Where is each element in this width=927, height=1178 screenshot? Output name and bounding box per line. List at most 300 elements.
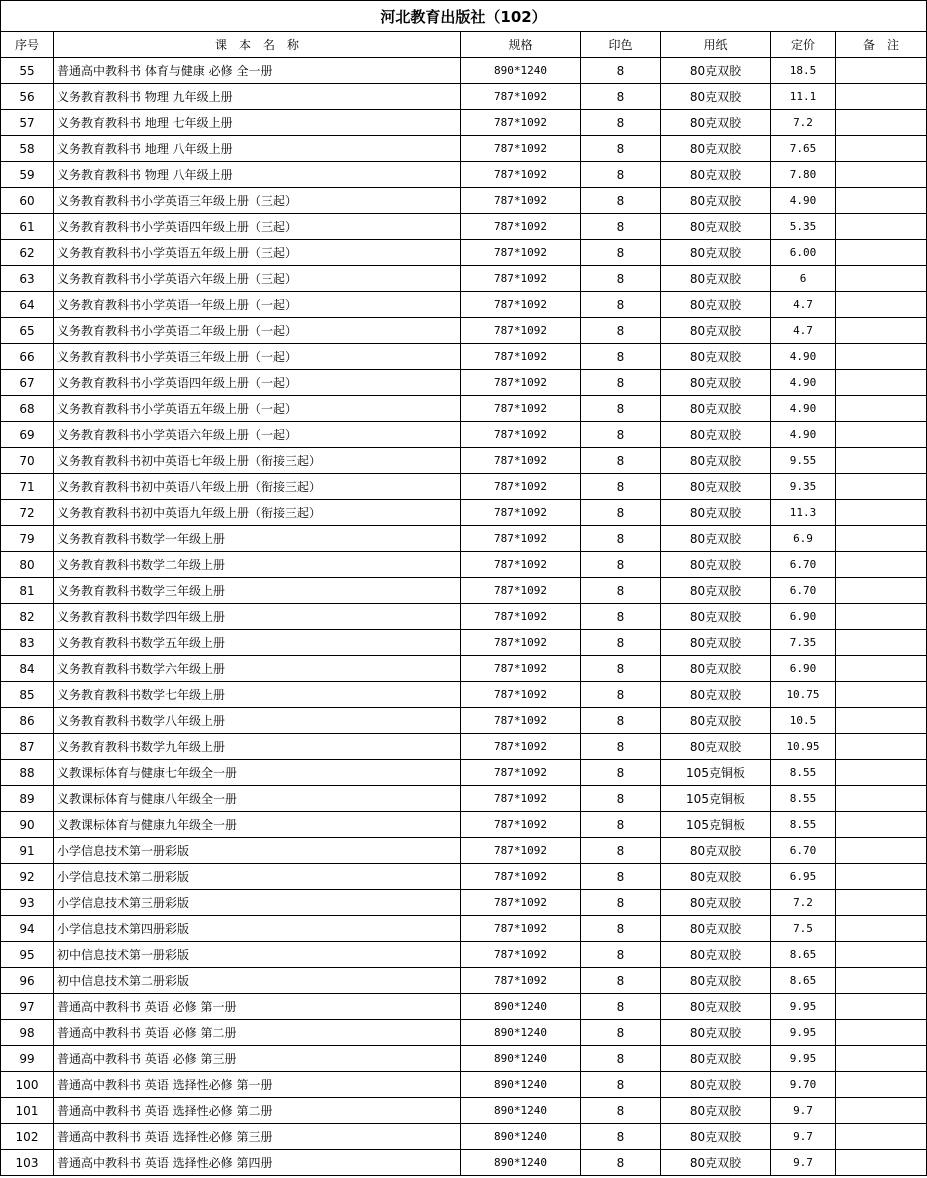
cell-price: 6.00: [771, 240, 836, 266]
cell-color: 8: [581, 162, 661, 188]
header-spec: 规格: [461, 32, 581, 58]
cell-note: [836, 708, 927, 734]
cell-price: 4.90: [771, 370, 836, 396]
cell-color: 8: [581, 838, 661, 864]
cell-color: 8: [581, 396, 661, 422]
header-note: 备 注: [836, 32, 927, 58]
cell-name: 义教课标体育与健康八年级全一册: [54, 786, 461, 812]
cell-note: [836, 396, 927, 422]
cell-paper: 80克双胶: [661, 682, 771, 708]
table-row: [1, 396, 927, 422]
cell-paper: 80克双胶: [661, 630, 771, 656]
cell-seq: 86: [1, 708, 54, 734]
cell-paper: 80克双胶: [661, 162, 771, 188]
cell-name: 义务教育教科书小学英语一年级上册（一起）: [54, 292, 461, 318]
cell-price: 7.65: [771, 136, 836, 162]
cell-price: 4.90: [771, 344, 836, 370]
cell-note: [836, 760, 927, 786]
cell-spec: 890*1240: [461, 1046, 581, 1072]
cell-name: 普通高中教科书 英语 必修 第一册: [54, 994, 461, 1020]
table-row: [1, 994, 927, 1020]
table-row: [1, 916, 927, 942]
cell-note: [836, 942, 927, 968]
cell-spec: 890*1240: [461, 58, 581, 84]
cell-seq: 97: [1, 994, 54, 1020]
cell-color: 8: [581, 708, 661, 734]
cell-note: [836, 266, 927, 292]
cell-name: 义务教育教科书初中英语八年级上册（衔接三起）: [54, 474, 461, 500]
cell-price: 9.95: [771, 994, 836, 1020]
cell-paper: 80克双胶: [661, 214, 771, 240]
cell-name: 普通高中教科书 英语 选择性必修 第一册: [54, 1072, 461, 1098]
cell-price: 6.70: [771, 838, 836, 864]
cell-price: 6.90: [771, 656, 836, 682]
cell-price: 9.35: [771, 474, 836, 500]
cell-seq: 62: [1, 240, 54, 266]
cell-paper: 80克双胶: [661, 734, 771, 760]
cell-seq: 92: [1, 864, 54, 890]
cell-note: [836, 1072, 927, 1098]
cell-color: 8: [581, 1150, 661, 1176]
cell-note: [836, 682, 927, 708]
cell-spec: 787*1092: [461, 448, 581, 474]
header-name: 课 本 名 称: [54, 32, 461, 58]
cell-spec: 787*1092: [461, 526, 581, 552]
cell-paper: 80克双胶: [661, 604, 771, 630]
cell-seq: 65: [1, 318, 54, 344]
cell-note: [836, 1046, 927, 1072]
cell-note: [836, 474, 927, 500]
table-row: [1, 604, 927, 630]
cell-note: [836, 344, 927, 370]
table-row: [1, 708, 927, 734]
cell-name: 普通高中教科书 英语 必修 第三册: [54, 1046, 461, 1072]
cell-seq: 60: [1, 188, 54, 214]
cell-price: 9.55: [771, 448, 836, 474]
cell-seq: 56: [1, 84, 54, 110]
cell-spec: 890*1240: [461, 1020, 581, 1046]
table-row: [1, 110, 927, 136]
cell-paper: 80克双胶: [661, 318, 771, 344]
cell-price: 9.70: [771, 1072, 836, 1098]
cell-note: [836, 968, 927, 994]
cell-name: 普通高中教科书 英语 选择性必修 第二册: [54, 1098, 461, 1124]
table-row: [1, 136, 927, 162]
cell-name: 义务教育教科书数学一年级上册: [54, 526, 461, 552]
cell-price: 4.90: [771, 396, 836, 422]
cell-name: 义务教育教科书小学英语五年级上册（三起）: [54, 240, 461, 266]
cell-price: 7.80: [771, 162, 836, 188]
cell-seq: 103: [1, 1150, 54, 1176]
cell-spec: 787*1092: [461, 890, 581, 916]
cell-color: 8: [581, 84, 661, 110]
cell-color: 8: [581, 214, 661, 240]
cell-note: [836, 890, 927, 916]
cell-seq: 89: [1, 786, 54, 812]
table-row: [1, 240, 927, 266]
cell-note: [836, 734, 927, 760]
cell-seq: 80: [1, 552, 54, 578]
cell-paper: 80克双胶: [661, 1072, 771, 1098]
cell-price: 6.95: [771, 864, 836, 890]
cell-note: [836, 370, 927, 396]
cell-paper: 80克双胶: [661, 84, 771, 110]
table-row: [1, 1098, 927, 1124]
table-row: [1, 214, 927, 240]
cell-color: 8: [581, 942, 661, 968]
cell-seq: 82: [1, 604, 54, 630]
cell-price: 6.70: [771, 578, 836, 604]
cell-price: 9.7: [771, 1098, 836, 1124]
cell-note: [836, 656, 927, 682]
cell-name: 义务教育教科书小学英语三年级上册（三起）: [54, 188, 461, 214]
cell-color: 8: [581, 760, 661, 786]
cell-color: 8: [581, 968, 661, 994]
cell-paper: 80克双胶: [661, 656, 771, 682]
cell-spec: 787*1092: [461, 396, 581, 422]
cell-seq: 96: [1, 968, 54, 994]
cell-note: [836, 838, 927, 864]
table-row: [1, 500, 927, 526]
cell-paper: 80克双胶: [661, 422, 771, 448]
cell-seq: 71: [1, 474, 54, 500]
cell-name: 义务教育教科书数学二年级上册: [54, 552, 461, 578]
cell-name: 义务教育教科书数学六年级上册: [54, 656, 461, 682]
cell-price: 8.65: [771, 942, 836, 968]
cell-name: 小学信息技术第二册彩版: [54, 864, 461, 890]
cell-seq: 94: [1, 916, 54, 942]
table-row: [1, 890, 927, 916]
cell-spec: 787*1092: [461, 500, 581, 526]
cell-spec: 787*1092: [461, 110, 581, 136]
table-row: [1, 370, 927, 396]
table-title: 河北教育出版社（102）: [1, 1, 927, 32]
cell-name: 义务教育教科书数学七年级上册: [54, 682, 461, 708]
cell-spec: 787*1092: [461, 240, 581, 266]
cell-spec: 787*1092: [461, 604, 581, 630]
cell-paper: 80克双胶: [661, 1150, 771, 1176]
cell-name: 初中信息技术第一册彩版: [54, 942, 461, 968]
cell-spec: 787*1092: [461, 162, 581, 188]
cell-color: 8: [581, 474, 661, 500]
table-row: [1, 656, 927, 682]
cell-spec: 787*1092: [461, 864, 581, 890]
header-color: 印色: [581, 32, 661, 58]
cell-seq: 102: [1, 1124, 54, 1150]
cell-name: 义务教育教科书 物理 八年级上册: [54, 162, 461, 188]
cell-color: 8: [581, 58, 661, 84]
cell-spec: 787*1092: [461, 942, 581, 968]
cell-color: 8: [581, 994, 661, 1020]
cell-price: 10.75: [771, 682, 836, 708]
cell-spec: 890*1240: [461, 994, 581, 1020]
cell-note: [836, 630, 927, 656]
cell-note: [836, 916, 927, 942]
table-row: [1, 266, 927, 292]
cell-color: 8: [581, 318, 661, 344]
cell-price: 9.95: [771, 1046, 836, 1072]
cell-name: 义务教育教科书小学英语三年级上册（一起）: [54, 344, 461, 370]
table-row: [1, 968, 927, 994]
table-row: [1, 344, 927, 370]
cell-color: 8: [581, 812, 661, 838]
cell-seq: 72: [1, 500, 54, 526]
cell-seq: 57: [1, 110, 54, 136]
cell-name: 义教课标体育与健康七年级全一册: [54, 760, 461, 786]
cell-seq: 79: [1, 526, 54, 552]
cell-note: [836, 84, 927, 110]
cell-name: 义务教育教科书 地理 七年级上册: [54, 110, 461, 136]
cell-note: [836, 864, 927, 890]
cell-price: 5.35: [771, 214, 836, 240]
cell-name: 普通高中教科书 英语 必修 第二册: [54, 1020, 461, 1046]
cell-paper: 80克双胶: [661, 968, 771, 994]
cell-spec: 890*1240: [461, 1072, 581, 1098]
table-row: [1, 552, 927, 578]
cell-note: [836, 812, 927, 838]
table-row: [1, 838, 927, 864]
cell-note: [836, 578, 927, 604]
cell-color: 8: [581, 266, 661, 292]
cell-price: 9.7: [771, 1150, 836, 1176]
cell-seq: 66: [1, 344, 54, 370]
cell-name: 义务教育教科书小学英语四年级上册（三起）: [54, 214, 461, 240]
cell-seq: 68: [1, 396, 54, 422]
cell-color: 8: [581, 188, 661, 214]
cell-seq: 91: [1, 838, 54, 864]
cell-color: 8: [581, 604, 661, 630]
cell-name: 义务教育教科书初中英语九年级上册（衔接三起）: [54, 500, 461, 526]
cell-seq: 59: [1, 162, 54, 188]
cell-color: 8: [581, 110, 661, 136]
cell-price: 18.5: [771, 58, 836, 84]
cell-note: [836, 526, 927, 552]
cell-color: 8: [581, 1046, 661, 1072]
cell-note: [836, 1124, 927, 1150]
cell-paper: 80克双胶: [661, 1098, 771, 1124]
cell-color: 8: [581, 370, 661, 396]
table-row: [1, 448, 927, 474]
cell-spec: 787*1092: [461, 968, 581, 994]
cell-name: 小学信息技术第四册彩版: [54, 916, 461, 942]
cell-color: 8: [581, 344, 661, 370]
header-price: 定价: [771, 32, 836, 58]
table-row: [1, 682, 927, 708]
cell-price: 10.95: [771, 734, 836, 760]
cell-color: 8: [581, 422, 661, 448]
cell-paper: 80克双胶: [661, 292, 771, 318]
cell-note: [836, 994, 927, 1020]
cell-name: 义务教育教科书数学三年级上册: [54, 578, 461, 604]
cell-name: 小学信息技术第三册彩版: [54, 890, 461, 916]
cell-seq: 63: [1, 266, 54, 292]
title-row: [1, 1, 927, 32]
cell-spec: 787*1092: [461, 682, 581, 708]
cell-paper: 105克铜板: [661, 786, 771, 812]
cell-paper: 80克双胶: [661, 344, 771, 370]
cell-paper: 80克双胶: [661, 396, 771, 422]
cell-spec: 787*1092: [461, 292, 581, 318]
cell-price: 4.90: [771, 188, 836, 214]
table-row: [1, 734, 927, 760]
cell-paper: 80克双胶: [661, 916, 771, 942]
cell-name: 义务教育教科书小学英语五年级上册（一起）: [54, 396, 461, 422]
cell-name: 义务教育教科书 地理 八年级上册: [54, 136, 461, 162]
cell-note: [836, 110, 927, 136]
cell-name: 义务教育教科书数学八年级上册: [54, 708, 461, 734]
cell-color: 8: [581, 682, 661, 708]
cell-price: 7.5: [771, 916, 836, 942]
cell-spec: 787*1092: [461, 214, 581, 240]
cell-seq: 64: [1, 292, 54, 318]
table-row: [1, 1124, 927, 1150]
cell-color: 8: [581, 240, 661, 266]
cell-paper: 80克双胶: [661, 1124, 771, 1150]
header-paper: 用纸: [661, 32, 771, 58]
cell-spec: 787*1092: [461, 578, 581, 604]
cell-name: 义务教育教科书 物理 九年级上册: [54, 84, 461, 110]
cell-note: [836, 448, 927, 474]
cell-name: 义务教育教科书数学九年级上册: [54, 734, 461, 760]
cell-paper: 80克双胶: [661, 552, 771, 578]
cell-paper: 80克双胶: [661, 370, 771, 396]
cell-note: [836, 214, 927, 240]
cell-seq: 101: [1, 1098, 54, 1124]
cell-seq: 81: [1, 578, 54, 604]
cell-color: 8: [581, 552, 661, 578]
cell-color: 8: [581, 1098, 661, 1124]
cell-color: 8: [581, 1072, 661, 1098]
cell-note: [836, 1150, 927, 1176]
cell-note: [836, 188, 927, 214]
cell-spec: 787*1092: [461, 734, 581, 760]
cell-paper: 80克双胶: [661, 942, 771, 968]
table-row: [1, 1072, 927, 1098]
cell-name: 义教课标体育与健康九年级全一册: [54, 812, 461, 838]
cell-seq: 85: [1, 682, 54, 708]
cell-name: 义务教育教科书数学四年级上册: [54, 604, 461, 630]
cell-seq: 99: [1, 1046, 54, 1072]
cell-color: 8: [581, 526, 661, 552]
cell-spec: 787*1092: [461, 136, 581, 162]
table-row: [1, 292, 927, 318]
cell-color: 8: [581, 786, 661, 812]
cell-note: [836, 318, 927, 344]
cell-note: [836, 604, 927, 630]
cell-spec: 890*1240: [461, 1150, 581, 1176]
cell-seq: 83: [1, 630, 54, 656]
cell-color: 8: [581, 500, 661, 526]
cell-spec: 890*1240: [461, 1124, 581, 1150]
cell-paper: 80克双胶: [661, 240, 771, 266]
cell-spec: 787*1092: [461, 630, 581, 656]
cell-name: 义务教育教科书小学英语四年级上册（一起）: [54, 370, 461, 396]
cell-name: 义务教育教科书小学英语六年级上册（三起）: [54, 266, 461, 292]
cell-seq: 95: [1, 942, 54, 968]
cell-note: [836, 1020, 927, 1046]
cell-seq: 70: [1, 448, 54, 474]
cell-price: 9.7: [771, 1124, 836, 1150]
cell-spec: 787*1092: [461, 266, 581, 292]
cell-price: 8.55: [771, 812, 836, 838]
cell-price: 4.7: [771, 318, 836, 344]
cell-paper: 80克双胶: [661, 474, 771, 500]
cell-price: 7.2: [771, 890, 836, 916]
cell-price: 11.3: [771, 500, 836, 526]
cell-paper: 80克双胶: [661, 136, 771, 162]
cell-color: 8: [581, 1124, 661, 1150]
cell-color: 8: [581, 292, 661, 318]
cell-spec: 787*1092: [461, 422, 581, 448]
cell-spec: 787*1092: [461, 786, 581, 812]
cell-color: 8: [581, 578, 661, 604]
cell-spec: 787*1092: [461, 552, 581, 578]
cell-spec: 890*1240: [461, 1098, 581, 1124]
cell-spec: 787*1092: [461, 760, 581, 786]
cell-paper: 80克双胶: [661, 526, 771, 552]
cell-color: 8: [581, 916, 661, 942]
table-row: [1, 760, 927, 786]
cell-note: [836, 292, 927, 318]
cell-paper: 80克双胶: [661, 864, 771, 890]
cell-spec: 787*1092: [461, 84, 581, 110]
cell-name: 义务教育教科书初中英语七年级上册（衔接三起）: [54, 448, 461, 474]
cell-note: [836, 58, 927, 84]
table-row: [1, 162, 927, 188]
cell-seq: 90: [1, 812, 54, 838]
cell-price: 4.90: [771, 422, 836, 448]
table-row: [1, 188, 927, 214]
cell-paper: 80克双胶: [661, 1046, 771, 1072]
cell-note: [836, 422, 927, 448]
cell-price: 9.95: [771, 1020, 836, 1046]
cell-paper: 80克双胶: [661, 448, 771, 474]
cell-note: [836, 1098, 927, 1124]
table-row: [1, 786, 927, 812]
cell-seq: 87: [1, 734, 54, 760]
cell-color: 8: [581, 448, 661, 474]
cell-paper: 80克双胶: [661, 500, 771, 526]
cell-spec: 787*1092: [461, 344, 581, 370]
cell-price: 6.90: [771, 604, 836, 630]
cell-paper: 80克双胶: [661, 1020, 771, 1046]
table-body: [1, 58, 927, 1176]
cell-price: 6.70: [771, 552, 836, 578]
cell-paper: 80克双胶: [661, 266, 771, 292]
cell-name: 义务教育教科书小学英语六年级上册（一起）: [54, 422, 461, 448]
cell-seq: 88: [1, 760, 54, 786]
cell-price: 6.9: [771, 526, 836, 552]
table-row: [1, 1150, 927, 1176]
cell-color: 8: [581, 734, 661, 760]
cell-name: 小学信息技术第一册彩版: [54, 838, 461, 864]
cell-color: 8: [581, 656, 661, 682]
cell-name: 初中信息技术第二册彩版: [54, 968, 461, 994]
table-row: [1, 578, 927, 604]
cell-spec: 787*1092: [461, 318, 581, 344]
table-row: [1, 318, 927, 344]
cell-seq: 67: [1, 370, 54, 396]
cell-note: [836, 500, 927, 526]
cell-note: [836, 162, 927, 188]
table-row: [1, 942, 927, 968]
table-row: [1, 526, 927, 552]
cell-spec: 787*1092: [461, 474, 581, 500]
cell-seq: 98: [1, 1020, 54, 1046]
cell-price: 8.55: [771, 786, 836, 812]
cell-price: 6: [771, 266, 836, 292]
cell-seq: 55: [1, 58, 54, 84]
